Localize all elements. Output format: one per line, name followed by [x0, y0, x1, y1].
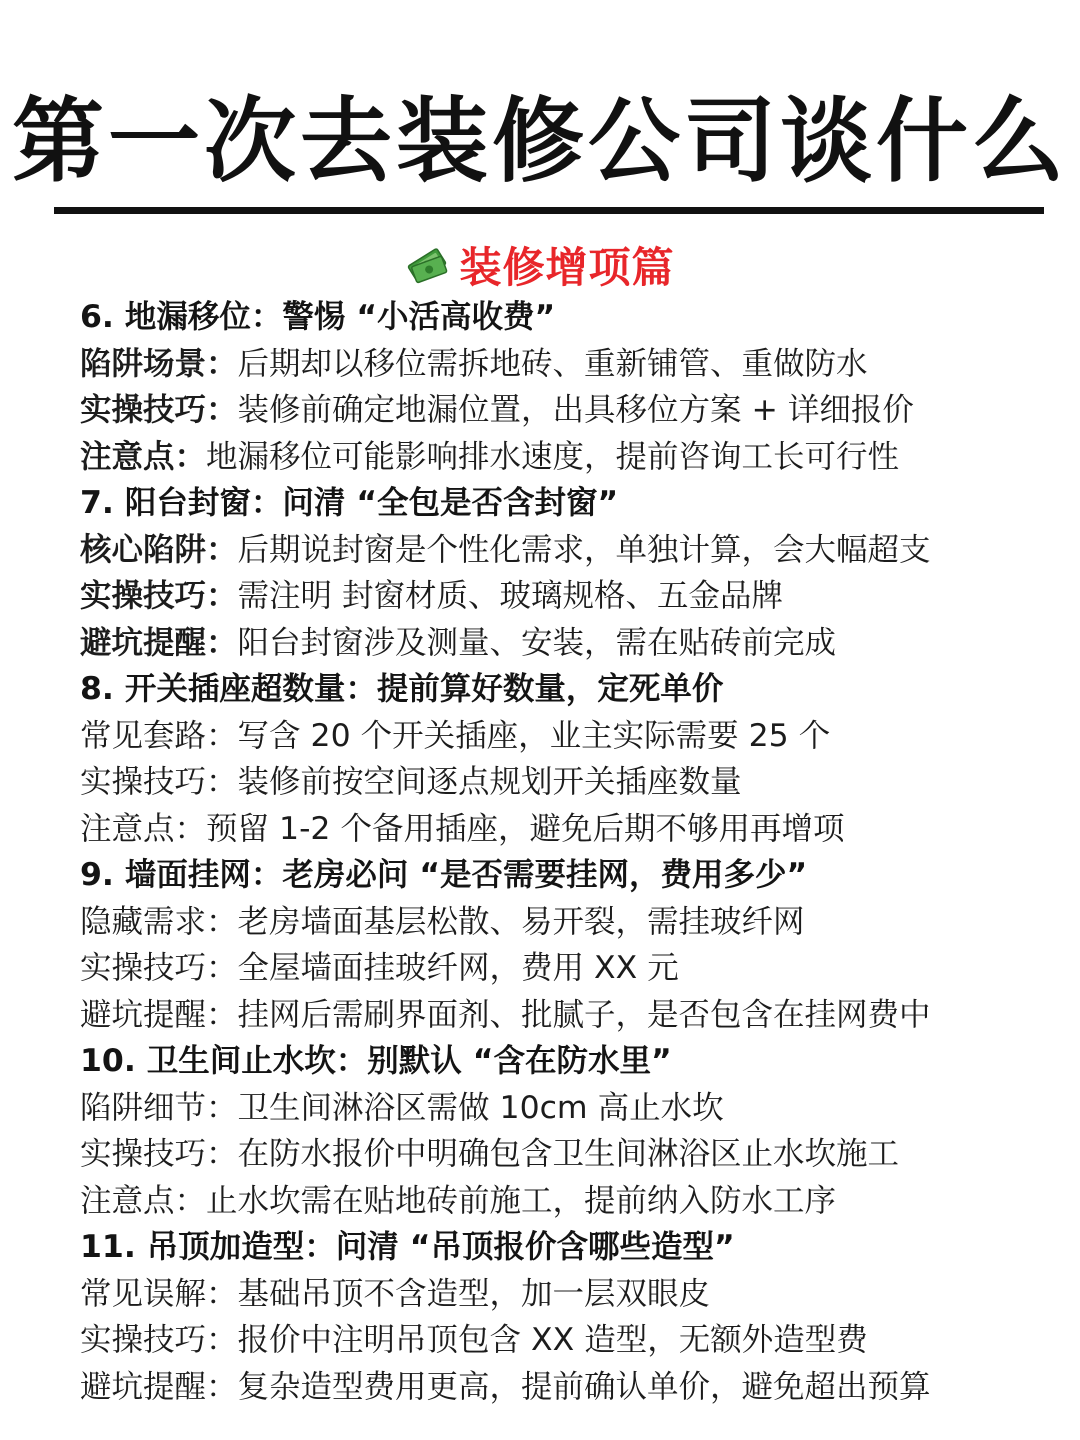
- item-text: 全屋墙面挂玻纤网，费用 XX 元: [237, 950, 679, 986]
- item-text: 基础吊顶不含造型，加一层双眼皮: [237, 1275, 711, 1312]
- section-heading: 11. 吊顶加造型：问清 “吊顶报价含哪些造型”: [80, 1229, 735, 1265]
- item-label: 注意点：: [80, 810, 207, 847]
- list-item: [80, 945, 1060, 992]
- list-item: [80, 527, 1060, 574]
- item-text: 挂网后需刷界面剂、批腻子，是否包含在挂网费中: [237, 996, 931, 1033]
- item-label: 实操技巧：: [80, 578, 238, 614]
- item-text: 止水坎需在贴地砖前施工，提前纳入防水工序: [206, 1182, 837, 1219]
- list-item: [80, 387, 1060, 434]
- article-body: [80, 294, 1060, 1410]
- item-label: 实操技巧：: [80, 1322, 238, 1358]
- item-label: 常见套路：: [80, 717, 238, 754]
- item-text: 装修前确定地漏位置，出具移位方案 + 详细报价: [237, 392, 914, 428]
- title-divider: [54, 207, 1044, 214]
- list-item: [80, 573, 1060, 620]
- item-label: 实操技巧：: [80, 950, 238, 986]
- list-item: [80, 899, 1060, 946]
- list-item: [80, 1085, 1060, 1132]
- list-item: [80, 1271, 1060, 1318]
- item-text: 写含 20 个开关插座，业主实际需要 25 个: [237, 717, 831, 754]
- list-item: [80, 1364, 1060, 1411]
- page-title: 第一次去装修公司谈什么: [11, 88, 1068, 195]
- item-label: 核心陷阱：: [80, 531, 238, 568]
- item-label: 注意点：: [80, 438, 207, 475]
- section-heading: 9. 墙面挂网：老房必问 “是否需要挂网，费用多少”: [80, 857, 808, 893]
- item-label: 陷阱细节：: [80, 1089, 238, 1126]
- section-subtitle: [0, 236, 1080, 294]
- list-item: [80, 1131, 1060, 1178]
- item-text: 卫生间淋浴区需做 10cm 高止水坎: [237, 1089, 724, 1126]
- item-text: 报价中注明吊顶包含 XX 造型，无额外造型费: [237, 1322, 868, 1358]
- item-text: 复杂造型费用更高，提前确认单价，避免超出预算: [237, 1368, 931, 1405]
- item-text: 装修前按空间逐点规划开关插座数量: [237, 764, 742, 800]
- list-item: [80, 1178, 1060, 1225]
- item-label: 避坑提醒：: [80, 1368, 238, 1405]
- list-item: [80, 806, 1060, 853]
- list-item: [80, 992, 1060, 1039]
- item-label: 隐藏需求：: [80, 903, 238, 940]
- item-label: 常见误解：: [80, 1275, 238, 1312]
- item-text: 后期却以移位需拆地砖、重新铺管、重做防水: [237, 345, 868, 382]
- item-text: 地漏移位可能影响排水速度，提前咨询工长可行性: [206, 438, 900, 475]
- item-label: 避坑提醒：: [80, 624, 238, 661]
- money-bills-icon: [405, 243, 449, 287]
- list-item: [80, 341, 1060, 388]
- item-label: 实操技巧：: [80, 392, 238, 428]
- item-text: 后期说封窗是个性化需求，单独计算，会大幅超支: [237, 531, 931, 568]
- list-item: [80, 1317, 1060, 1364]
- subtitle-text: 装修增项篇: [459, 243, 675, 292]
- item-label: 注意点：: [80, 1182, 207, 1219]
- item-label: 实操技巧：: [80, 764, 238, 800]
- list-item: [80, 759, 1060, 806]
- section-heading: 7. 阳台封窗：问清 “全包是否含封窗”: [80, 485, 619, 521]
- item-label: 实操技巧：: [80, 1136, 238, 1172]
- item-text: 在防水报价中明确包含卫生间淋浴区止水坎施工: [237, 1136, 900, 1172]
- list-item: [80, 620, 1060, 667]
- section-heading: 10. 卫生间止水坎：别默认 “含在防水里”: [80, 1043, 672, 1079]
- item-text: 预留 1-2 个备用插座，避免后期不够用再增项: [206, 810, 845, 847]
- list-item: [80, 713, 1060, 760]
- item-text: 阳台封窗涉及测量、安装，需在贴砖前完成: [237, 624, 837, 661]
- list-item: [80, 434, 1060, 481]
- item-text: 需注明 封窗材质、玻璃规格、五金品牌: [237, 578, 784, 614]
- item-text: 老房墙面基层松散、易开裂，需挂玻纤网: [237, 903, 805, 940]
- section-heading: 8. 开关插座超数量：提前算好数量，定死单价: [80, 671, 724, 707]
- item-label: 避坑提醒：: [80, 996, 238, 1033]
- item-label: 陷阱场景：: [80, 345, 238, 382]
- section-heading: 6. 地漏移位：警惕 “小活高收费”: [80, 299, 556, 335]
